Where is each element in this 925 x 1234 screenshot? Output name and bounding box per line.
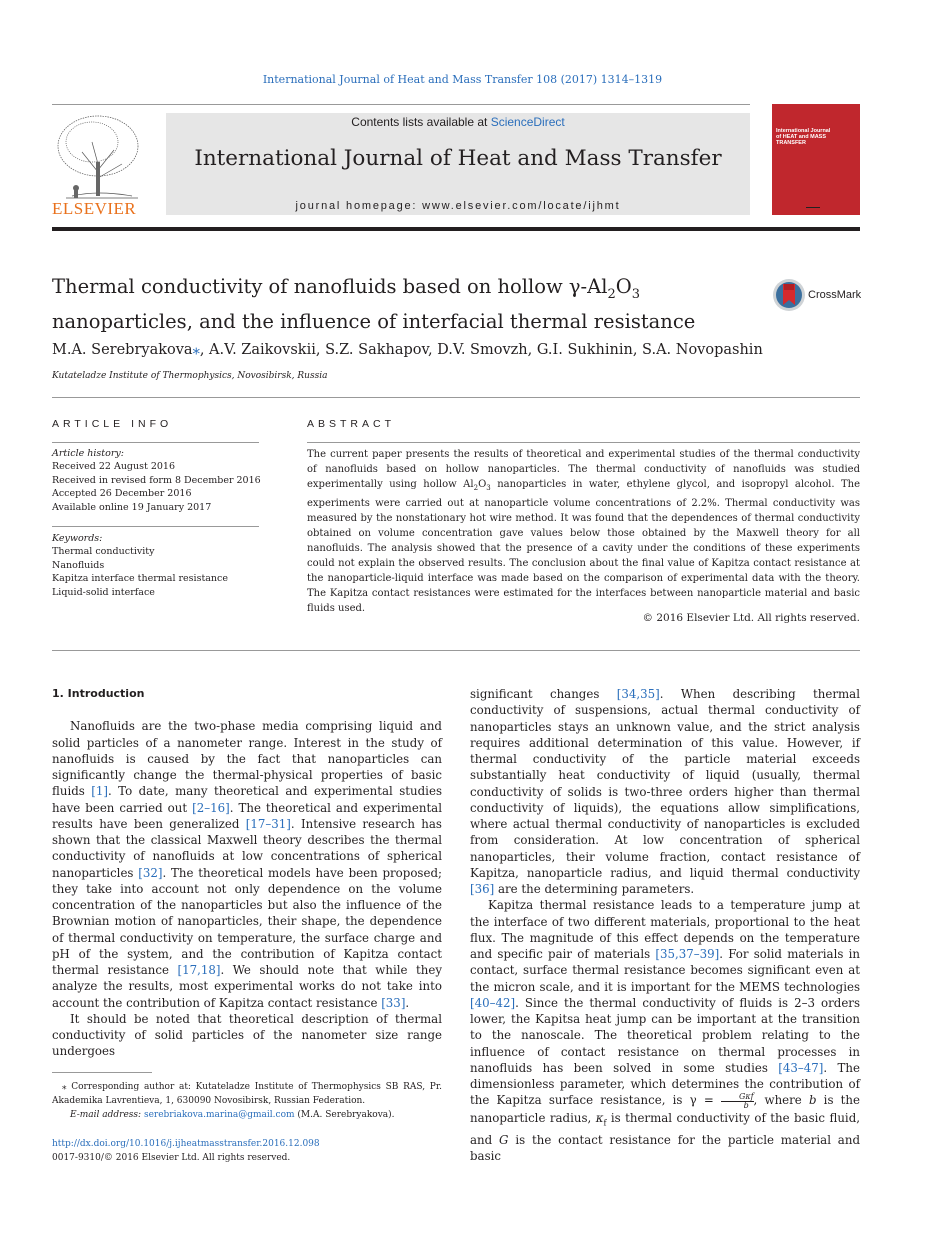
reference-link[interactable]: [33] bbox=[381, 995, 406, 1010]
history-received: Received 22 August 2016 bbox=[52, 461, 176, 473]
issn-line: 0017-9310/© 2016 Elsevier Ltd. All rights reserved. bbox=[52, 1153, 291, 1163]
footnote bbox=[52, 1080, 442, 1122]
header-rule bbox=[52, 104, 750, 105]
article-history bbox=[52, 447, 262, 514]
sciencedirect-link[interactable]: ScienceDirect bbox=[490, 115, 565, 129]
abstract-copyright: © 2016 Elsevier Ltd. All rights reserved. bbox=[642, 612, 860, 624]
section-heading: 1. Introduction bbox=[52, 687, 145, 700]
reference-link[interactable]: [43–47] bbox=[778, 1060, 824, 1075]
history-accepted: Accepted 26 December 2016 bbox=[52, 488, 192, 500]
reference-link[interactable]: [35,37–39] bbox=[655, 947, 720, 961]
reference-link[interactable]: [36] bbox=[470, 882, 495, 896]
journal-cover-thumbnail[interactable] bbox=[772, 104, 860, 215]
keyword: Kapitza interface thermal resistance bbox=[52, 573, 228, 585]
page-footer bbox=[52, 1137, 320, 1165]
body-right-column bbox=[470, 686, 860, 1164]
crossmark-icon[interactable] bbox=[772, 278, 806, 312]
email-line: E-mail address: serebriakova.marina@gmail.com (M.A. Serebryakova). bbox=[70, 1110, 395, 1120]
keyword: Nanofluids bbox=[52, 559, 105, 571]
keywords bbox=[52, 532, 262, 599]
publisher-name: ELSEVIER bbox=[52, 199, 137, 218]
article-info-rule bbox=[52, 442, 259, 443]
article-title: Thermal conductivity of nanofluids based on hollow $\gamma-Al_2O_3$ nanoparticles, and the influence of interfacial thermal resistance bbox=[52, 275, 696, 333]
author-list: M.A. Serebryakova⁎, A.V. Zaikovskii, S.Z. Sakhapov, D.V. Smovzh, G.I. Sukhinin, S.A. Novopashin bbox=[52, 342, 763, 358]
history-online: Available online 19 January 2017 bbox=[52, 501, 212, 513]
crossmark-label[interactable]: CrossMark bbox=[808, 289, 862, 301]
journal-masthead bbox=[166, 113, 750, 215]
cover-title: International Journal of HEAT and MASS TRANSFER bbox=[776, 128, 831, 146]
keywords-label: Keywords: bbox=[52, 533, 103, 544]
journal-title: International Journal of Heat and Mass Transfer bbox=[194, 146, 722, 171]
reference-link[interactable]: [32] bbox=[138, 865, 163, 880]
paragraph: It should be noted that theoretical description of thermal conductivity of solid particles of the nanometer size range undergoes bbox=[52, 1011, 442, 1059]
abstract-rule bbox=[307, 442, 860, 443]
history-revised: Received in revised form 8 December 2016 bbox=[52, 474, 261, 486]
keyword: Thermal conductivity bbox=[52, 546, 155, 558]
doi-link[interactable]: http://dx.doi.org/10.1016/j.ijheatmasstransfer.2016.12.098 bbox=[52, 1139, 320, 1149]
footnote-rule bbox=[52, 1072, 152, 1073]
contents-line: Contents lists available at ScienceDirect bbox=[351, 115, 565, 129]
cover-logo-bar bbox=[806, 207, 820, 208]
corresponding-footnote: ⁎ Corresponding author at: Kutateladze Institute of Thermophysics SB RAS, Pr. Akademika Lavrentieva, 1, 630090 Novosibirsk, Russian Federation. bbox=[52, 1082, 442, 1106]
journal-citation[interactable]: International Journal of Heat and Mass Transfer 108 (2017) 1314–1319 bbox=[262, 73, 663, 86]
header-thick-rule bbox=[52, 227, 860, 231]
abstract-text: The current paper presents the results of theoretical and experimental studies of the thermal conductivity of nanofluids based on hollow nanoparticles. The thermal conductivity of nanofluids was studied experimentally using hollow $Al_2O_3$ nanoparticles in water, ethylene glycol, and isopropyl alcohol. The experiments were carried out at nanoparticle volume concentrations of 2.2%. Thermal conductivity was measured by the nonstationary hot wire method. It was found that the dependences of thermal conductivity obtained on volume concentration gave values below those obtained by the Maxwell theory for all nanofluids. The analysis showed that the presence of a cavity under the conditions of these experiments could not explain the observed results. The conclusion about the final value of Kapitza contact resistance at the nanoparticle-liquid interface was made based on the comparison of experimental data with the theory. The Kapitza contact resistances were estimated for the interfaces between nanoparticle material and basic fluids used. bbox=[307, 449, 861, 614]
paragraph: Kapitza thermal resistance leads to a temperature jump at the interface of two different materials, proportional to the heat flux. The magnitude of this effect depends on the temperature and specific pair of materials [35,37–39]. For solid materials in contact, surface thermal resistance becomes significant even at the micron scale, and it is important for the MEMS technologies [40–42]. Since the thermal conductivity of fluids is 2–3 orders lower, the Kapitsa heat jump can be important at the transition to the nanoscale. The theoretical problem relating to the influence of contact resistance on thermal processes in nanofluids has been solved in some studies [43–47]. The dimensionless parameter, which determines the contribution of the Kapitza surface resistance, is γ = Gκf b , where b is the nanoparticle radius, $\kappa_f$ is thermal conductivity of the basic fluid, and G is the contact resistance for the particle material and basic bbox=[470, 898, 861, 1164]
keywords-rule bbox=[52, 526, 259, 527]
email-link[interactable]: serebriakova.marina@gmail.com bbox=[143, 1110, 295, 1120]
keyword: Liquid-solid interface bbox=[52, 586, 155, 598]
affiliation: Kutateladze Institute of Thermophysics, Novosibirsk, Russia bbox=[52, 371, 328, 381]
body-left-column bbox=[52, 686, 442, 1060]
reference-link[interactable]: [34,35] bbox=[616, 687, 660, 701]
article-info-heading: ARTICLE INFO bbox=[52, 418, 173, 430]
corresponding-author[interactable]: M.A. Serebryakova bbox=[52, 342, 193, 358]
history-label: Article history: bbox=[52, 448, 124, 459]
corresponding-author-mark[interactable]: ⁎ bbox=[192, 342, 200, 358]
abstract-heading: ABSTRACT bbox=[307, 418, 396, 430]
reference-link[interactable]: [2–16] bbox=[192, 800, 230, 815]
journal-homepage-link[interactable]: journal homepage: www.elsevier.com/locate/ijhmt bbox=[295, 200, 621, 212]
paragraph: Nanofluids are the two-phase media comprising liquid and solid particles of a nanometer range. Interest in the study of nanofluids is caused by the fact that nanoparticles can significantly change the thermal-physical properties of basic fluids [1]. To date, many theoretical and experimental studies have been carried out [2–16]. The theoretical and experimental results have been generalized [17–31]. Intensive research has shown that the classical Maxwell theory describes the thermal conductivity of nanofluids at low concentrations of spherical nanoparticles [32]. The theoretical models have been proposed; they take into account not only dependence on the volume concentration of the nanoparticles but also the influence of the Brownian motion of nanoparticles, their shape, the dependence of thermal conductivity on temperature, the surface charge and pH of the system, and the contribution of Kapitza contact thermal resistance [17,18]. We should note that while they analyze the results, most experimental works do not take into account the contribution of Kapitza contact resistance [33]. bbox=[52, 719, 442, 1010]
reference-link[interactable]: [40–42] bbox=[470, 995, 516, 1010]
reference-link[interactable]: [17,18] bbox=[177, 963, 221, 977]
reference-link[interactable]: [17–31] bbox=[245, 816, 291, 831]
title-rule bbox=[52, 397, 860, 398]
paragraph: significant changes [34,35]. When describing thermal conductivity of suspensions, actual thermal conductivity of nanoparticles stays an unknown value, and the strict analysis requires additional determination of this value. However, if thermal conductivity of the particle material exceeds substantially heat conductivity of liquid (usually, thermal conductivity of solids is two-three orders higher than thermal conductivity of liquids), the equations allow simplifications, where actual thermal conductivity of nanoparticles is excluded from consideration. At low concentration of spherical nanoparticles, their volume fraction, contact resistance of Kapitza, nanoparticle radius, and liquid thermal conductivity [36] are the determining parameters. bbox=[470, 687, 860, 896]
abstract-end-rule bbox=[52, 650, 860, 651]
reference-link[interactable]: [1] bbox=[91, 784, 108, 799]
gamma-fraction: Gκf b bbox=[721, 1093, 754, 1110]
